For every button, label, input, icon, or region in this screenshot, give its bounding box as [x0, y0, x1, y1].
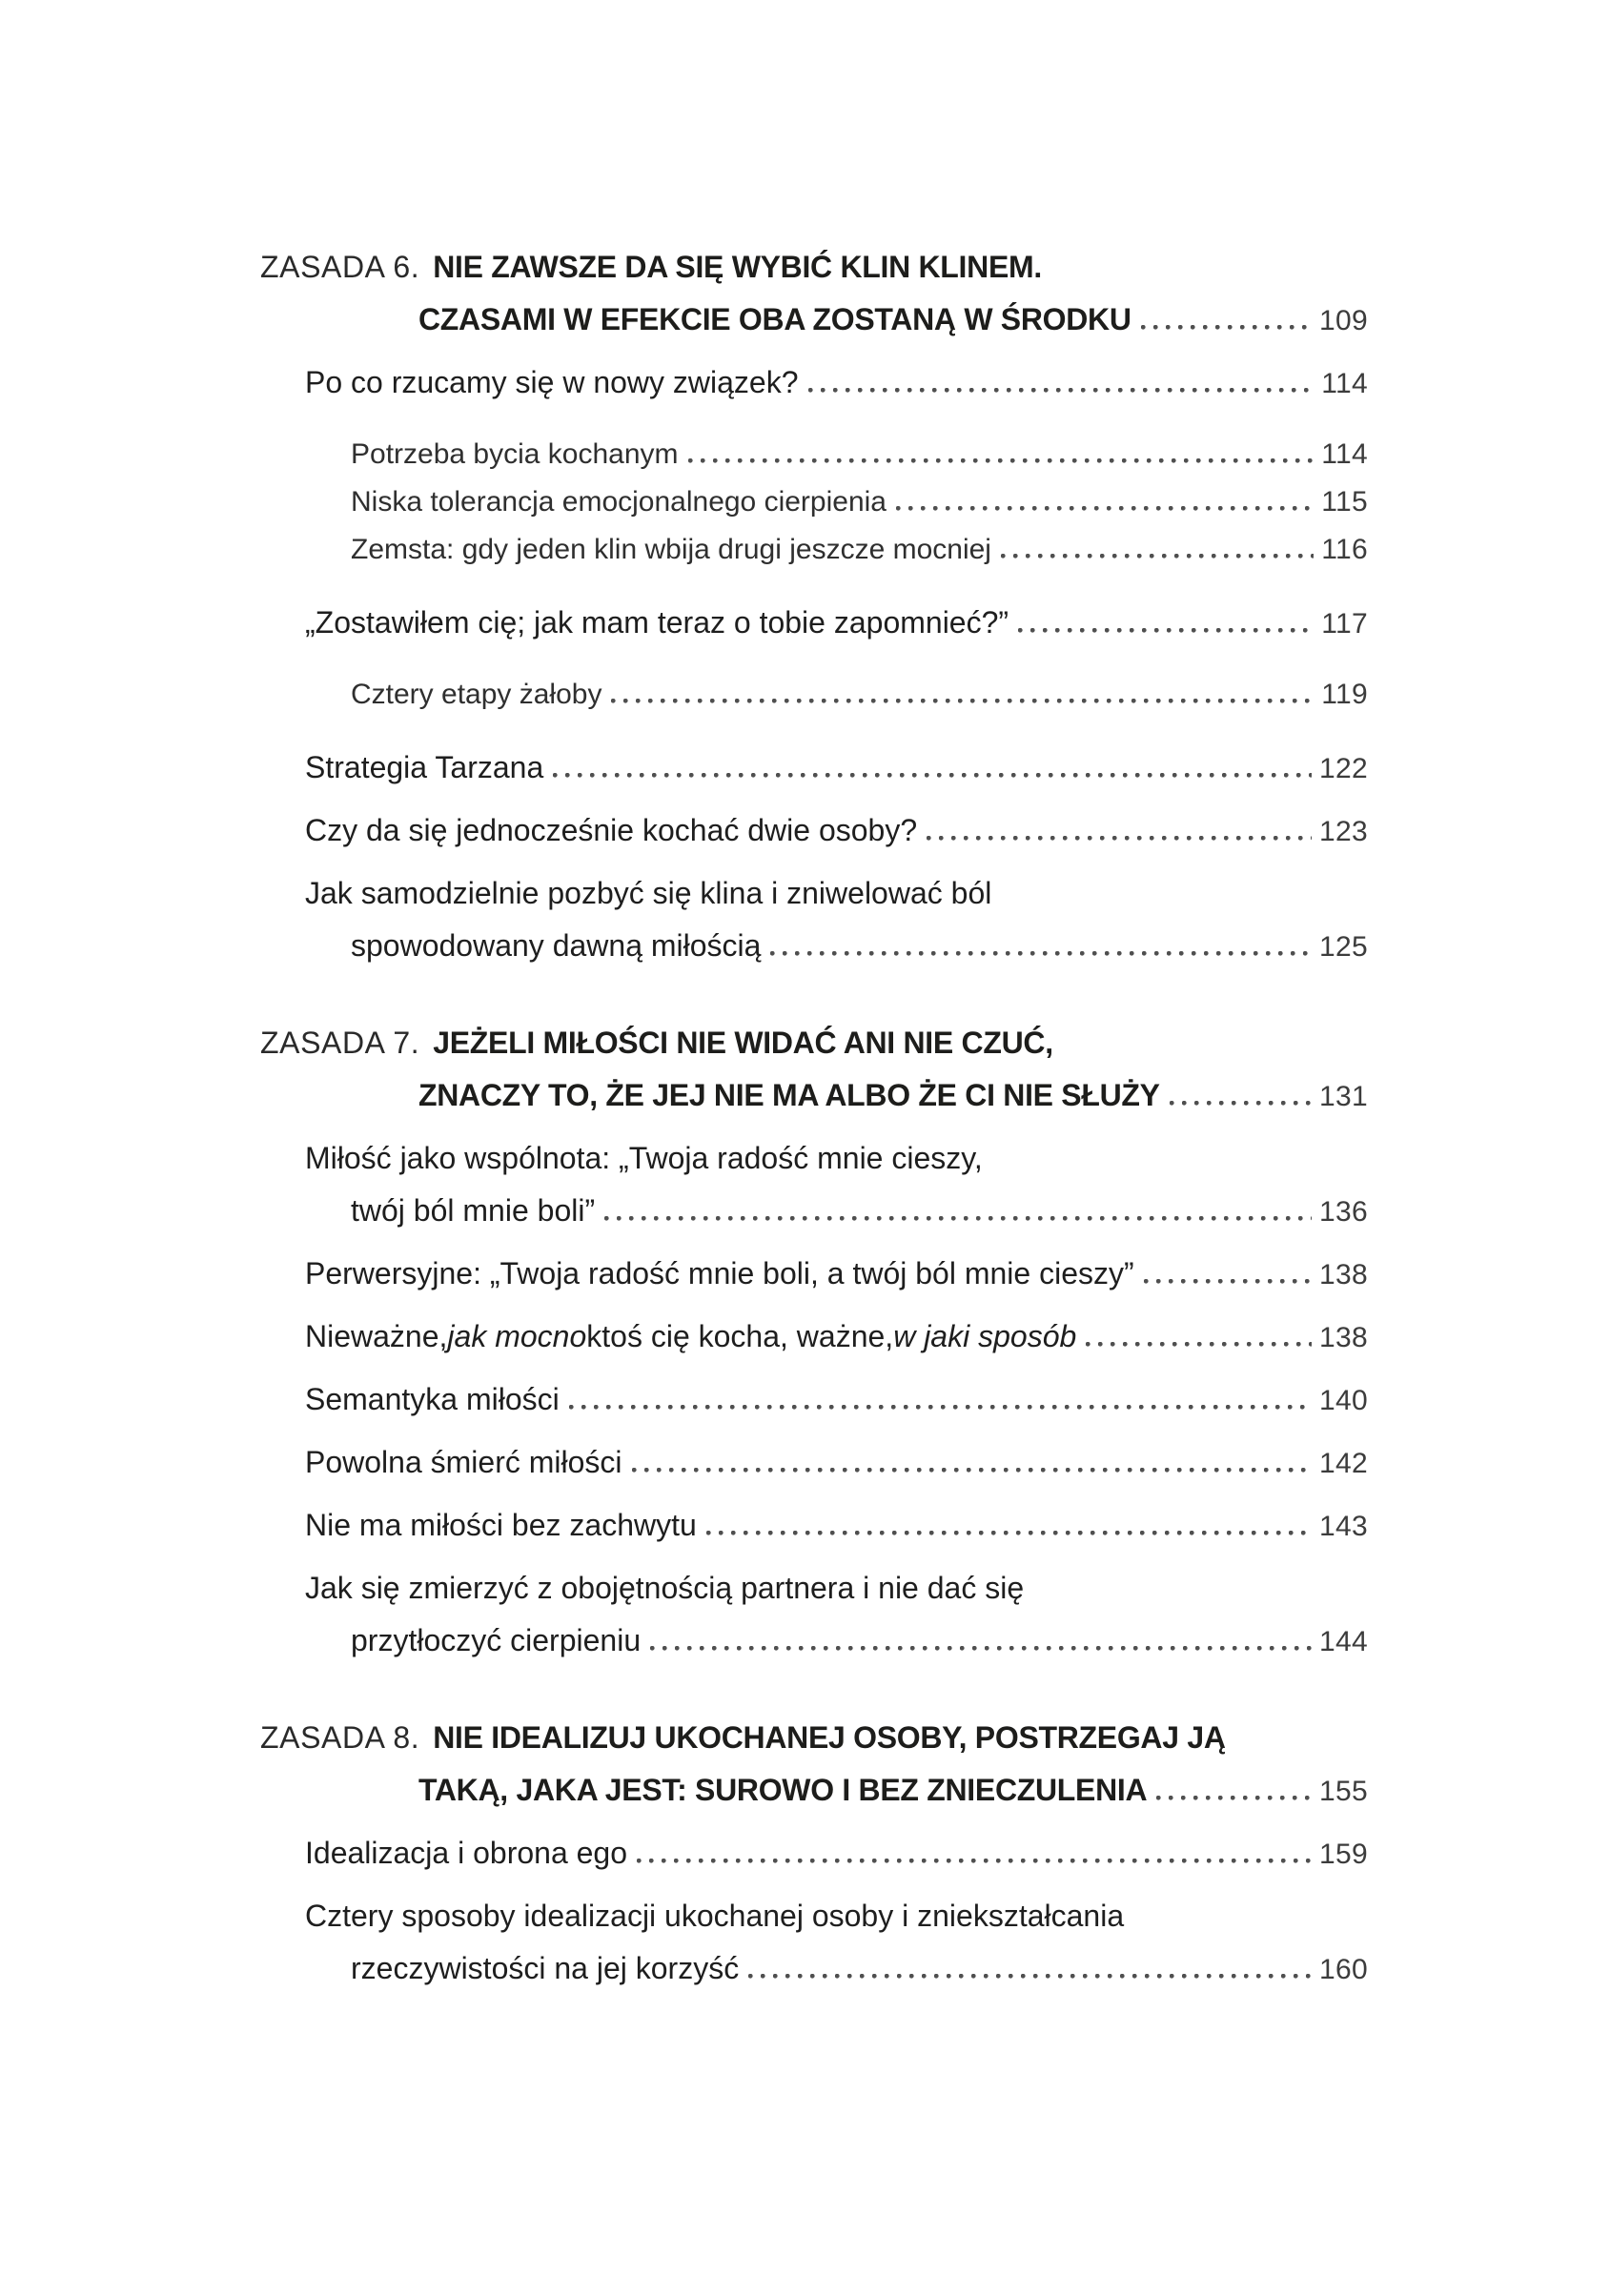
page-number: 125: [1319, 931, 1368, 963]
toc-entry-line: [260, 526, 1368, 574]
page-number: 123: [1319, 816, 1368, 847]
toc-entry-line: [260, 1132, 1368, 1185]
entry-text: Cztery etapy żałoby: [351, 679, 602, 710]
entry-text: przytłoczyć cierpieniu: [351, 1623, 642, 1657]
page-number: 159: [1319, 1839, 1368, 1870]
dot-leader: [1170, 1101, 1312, 1106]
page-number: 143: [1319, 1511, 1368, 1542]
section-heading: [260, 1017, 1368, 1123]
dot-leader: [1156, 1796, 1312, 1800]
toc-entry: [260, 1827, 1368, 1880]
dot-leader: [650, 1646, 1312, 1651]
entry-text: Nieważne,: [305, 1319, 448, 1353]
page-number: 144: [1319, 1626, 1368, 1657]
dot-leader: [604, 1216, 1312, 1221]
dot-leader: [896, 506, 1314, 511]
dot-leader: [637, 1859, 1312, 1863]
toc-entry-line: [260, 1499, 1368, 1553]
page-number: 119: [1321, 679, 1368, 710]
page-number: 115: [1321, 486, 1368, 518]
toc-entry: [260, 356, 1368, 410]
section-heading: [260, 241, 1368, 347]
page-number: 138: [1319, 1259, 1368, 1290]
toc-entry-line: [260, 867, 1368, 920]
toc-entry-line: [260, 1248, 1368, 1301]
entry-text: ktoś cię kocha, ważne,: [586, 1319, 894, 1353]
section-title-line: JEŻELI MIŁOŚCI NIE WIDAĆ ANI NIE CZUĆ,: [433, 1026, 1053, 1060]
toc-entry: [260, 742, 1368, 795]
toc-entry: [260, 597, 1368, 650]
entry-text: Zemsta: gdy jeden klin wbija drugi jeszcze mocniej: [351, 534, 991, 565]
toc-entry-line: [260, 478, 1368, 526]
dot-leader: [688, 458, 1314, 463]
section-title-line: TAKĄ, JAKA JEST: SUROWO I BEZ ZNIECZULENIA: [418, 1773, 1148, 1807]
toc-entry: [260, 526, 1368, 574]
section-heading: [260, 1712, 1368, 1818]
toc-section: [260, 1712, 1368, 1996]
dot-leader: [632, 1468, 1313, 1473]
section-heading-line: [260, 1712, 1368, 1764]
page-number: 136: [1319, 1196, 1368, 1228]
toc-entry-line: [260, 804, 1368, 858]
dot-leader: [569, 1405, 1312, 1410]
toc-entry-line: [260, 1562, 1368, 1615]
entry-text: Jak się zmierzyć z obojętnością partnera i nie dać się: [305, 1571, 1025, 1605]
entry-text: Cztery sposoby idealizacji ukochanej osoby i zniekształcania: [305, 1899, 1125, 1933]
entry-text: rzeczywistości na jej korzyść: [351, 1951, 740, 1985]
dot-leader: [611, 699, 1314, 703]
page-number: 131: [1319, 1081, 1368, 1112]
entry-text: Potrzeba bycia kochanym: [351, 438, 679, 470]
toc-entry-line: [260, 742, 1368, 795]
dot-leader: [770, 951, 1312, 956]
page-number: 140: [1319, 1385, 1368, 1416]
section-label: ZASADA 8.: [260, 1720, 420, 1755]
toc-entry: [260, 1373, 1368, 1427]
toc-entry-line: [260, 1615, 1368, 1668]
entry-text: Nie ma miłości bez zachwytu: [305, 1508, 697, 1542]
toc-entry: [260, 1890, 1368, 1996]
entry-text: „Zostawiłem cię; jak mam teraz o tobie zapomnieć?”: [305, 605, 1009, 640]
page-number: 109: [1319, 305, 1368, 336]
page-number: 117: [1321, 608, 1368, 640]
toc-entry-line: [260, 671, 1368, 719]
dot-leader: [808, 388, 1314, 393]
toc-entry-line: [260, 1827, 1368, 1880]
section-title-line: ZNACZY TO, ŻE JEJ NIE MA ALBO ŻE CI NIE SŁUŻY: [418, 1078, 1160, 1112]
page-number: 116: [1321, 534, 1368, 565]
section-title-line: NIE ZAWSZE DA SIĘ WYBIĆ KLIN KLINEM.: [433, 250, 1042, 284]
toc-entry-line: [260, 356, 1368, 410]
dot-leader: [1144, 1279, 1312, 1284]
section-label: ZASADA 7.: [260, 1026, 420, 1060]
section-title-line: NIE IDEALIZUJ UKOCHANEJ OSOBY, POSTRZEGAJ JĄ: [433, 1720, 1226, 1755]
toc-entry: [260, 431, 1368, 478]
toc-section: [260, 241, 1368, 973]
toc-entry: [260, 1436, 1368, 1490]
entry-text: Czy da się jednocześnie kochać dwie osoby?: [305, 813, 918, 847]
section-heading-line: [260, 1017, 1368, 1069]
entry-text: Semantyka miłości: [305, 1382, 560, 1416]
toc-entry-line: [260, 597, 1368, 650]
toc-entry: [260, 867, 1368, 973]
entry-text: Po co rzucamy się w nowy związek?: [305, 365, 799, 399]
dot-leader: [1001, 554, 1314, 559]
section-heading-line: [260, 241, 1368, 294]
page-number: 142: [1319, 1448, 1368, 1479]
toc-entry: [260, 1132, 1368, 1238]
toc-entry: [260, 1248, 1368, 1301]
section-heading-line: [260, 1069, 1368, 1123]
entry-text: Powolna śmierć miłości: [305, 1445, 622, 1479]
page-number: 160: [1319, 1954, 1368, 1985]
entry-text: Idealizacja i obrona ego: [305, 1836, 628, 1870]
entry-text: jak mocno: [447, 1319, 587, 1353]
dot-leader: [706, 1531, 1312, 1535]
page-number: 155: [1319, 1776, 1368, 1807]
section-title-line: CZASAMI W EFEKCIE OBA ZOSTANĄ W ŚRODKU: [418, 302, 1131, 336]
toc-entry: [260, 804, 1368, 858]
page-number: 122: [1319, 753, 1368, 784]
page-number: 114: [1321, 368, 1368, 399]
entry-text: Perwersyjne: „Twoja radość mnie boli, a twój ból mnie cieszy”: [305, 1256, 1134, 1290]
entry-text: Jak samodzielnie pozbyć się klina i zniwelować ból: [305, 876, 992, 910]
toc-entry-line: [260, 920, 1368, 973]
toc-entry-line: [260, 1942, 1368, 1996]
section-label: ZASADA 6.: [260, 250, 420, 284]
entry-text: twój ból mnie boli”: [351, 1193, 596, 1228]
page-number: 114: [1321, 438, 1368, 470]
toc-entry-line: [260, 1185, 1368, 1238]
toc-entry: [260, 478, 1368, 526]
dot-leader: [748, 1974, 1312, 1979]
dot-leader: [927, 836, 1312, 841]
dot-leader: [553, 773, 1312, 778]
toc-entry-line: [260, 431, 1368, 478]
toc-entry: [260, 1562, 1368, 1668]
entry-text: Niska tolerancja emocjonalnego cierpienia: [351, 486, 887, 518]
toc-entry: [260, 1311, 1368, 1364]
toc-entry: [260, 671, 1368, 719]
toc-entry-line: [260, 1436, 1368, 1490]
toc-entry-line: [260, 1890, 1368, 1942]
section-heading-line: [260, 294, 1368, 347]
entry-text: spowodowany dawną miłością: [351, 928, 762, 963]
dot-leader: [1086, 1342, 1312, 1347]
entry-text: Miłość jako wspólnota: „Twoja radość mnie cieszy,: [305, 1141, 983, 1175]
toc-entry-line: [260, 1373, 1368, 1427]
entry-text: Strategia Tarzana: [305, 750, 544, 784]
table-of-contents: [260, 241, 1368, 1996]
dot-leader: [1018, 628, 1314, 633]
page-number: 138: [1319, 1322, 1368, 1353]
entry-text: w jaki sposób: [893, 1319, 1077, 1353]
toc-entry-line: [260, 1311, 1368, 1364]
toc-section: [260, 1017, 1368, 1668]
toc-entry: [260, 1499, 1368, 1553]
section-heading-line: [260, 1764, 1368, 1818]
dot-leader: [1141, 325, 1312, 330]
